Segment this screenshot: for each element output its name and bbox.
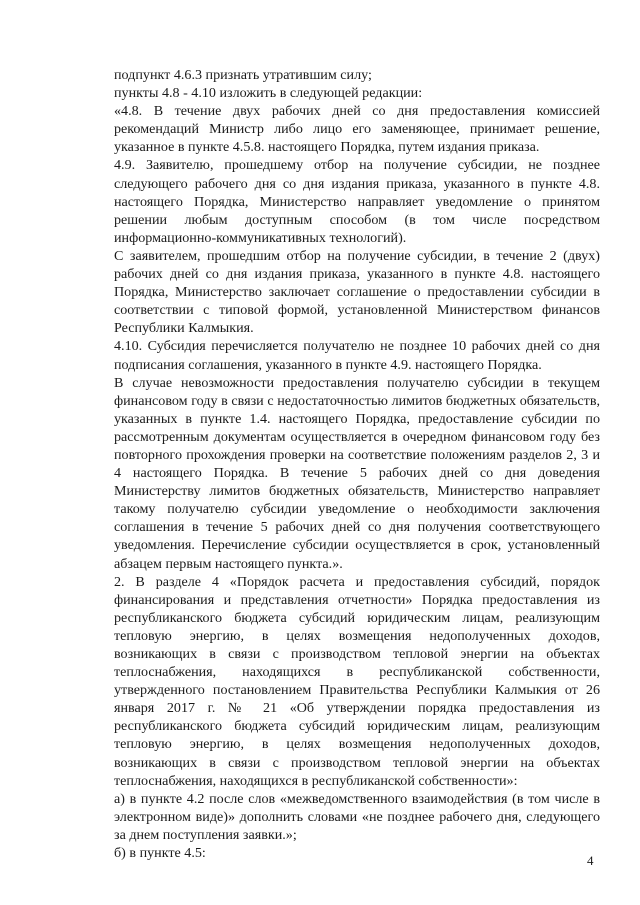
paragraph-4-9: 4.9. Заявителю, прошедшему отбор на получение субсидии, не позднее следующего рабочего дня со дня издания приказа, указанного в пункте 4.8. настоящего Порядка, Министерство направляет уведомление о принятом решении любым доступным способом (в том числе посредством информационно-коммуникативных технологий). bbox=[114, 157, 600, 246]
paragraph-agreement: С заявителем, прошедшим отбор на получение субсидии, в течение 2 (двух) рабочих дней со дня издания приказа, указанного в пункте 4.8. настоящего Порядка, Министерство заключает соглашение о предоставлении субсидии в соответствии с типовой формой, установленной Министерством финансов Республики Калмыкия. bbox=[114, 247, 600, 337]
paragraph-item-b: б) в пункте 4.5: bbox=[114, 845, 206, 862]
paragraph-4-8: «4.8. В течение двух рабочих дней со дня предоставления комиссией рекомендаций Министр либо лицо его заменяющее, принимает решение, указанное в пункте 4.5.8. настоящего Порядка, путем издания приказа. bbox=[114, 103, 600, 156]
paragraph-subclause-4-6-3: подпункт 4.6.3 признать утратившим силу; bbox=[114, 67, 372, 83]
paragraph-impossibility: В случае невозможности предоставления получателю субсидии в текущем финансовом году в связи с недостаточностью лимитов бюджетных обязательств, указанных в пункте 1.4. настоящего Порядка, предоставление субсидии по рассмотренным документам осуществляется в очередном финансовом году без повторного прохождения проверки на соответствие положениям разделов 2, 3 и 4 настоящего Порядка. В течение 5 рабочих дней со дня доведения Министерству лимитов бюджетных обязательств, Министерство направляет такому получателю субсидии уведомление о необходимости заключения соглашения в течение 5 рабочих дней со дня получения соответствующего уведомления. Перечисление субсидии осуществляется в срок, установленный абзацем первым настоящего пункта.». bbox=[114, 374, 600, 572]
paragraph-clauses-4-8-4-10: пункты 4.8 - 4.10 изложить в следующей редакции: bbox=[114, 85, 423, 102]
page-number: 4 bbox=[587, 853, 594, 868]
paragraph-section-4: 2. В разделе 4 «Порядок расчета и предоставления субсидий, порядок финансирования и представления отчетности» Порядка предоставления из республиканского бюджета субсидий юридическим лицам, реализующим тепловую энергию, в целях возмещения недополученных доходов, возникающих в связи с производством тепловой энергии на объектах теплоснабжения, находящихся в республиканской собственности, утвержденного постановлением Правительства Республики Калмыкия от 26 января 2017 г. № 21 «Об утверждении порядка предоставления из республиканского бюджета субсидий юридическим лицам, реализующим тепловую энергию, в целях возмещения недополученных доходов, возникающих в связи с производством тепловой энергии на объектах теплоснабжения, находящихся в республиканской собственности»: bbox=[114, 573, 600, 789]
document-body bbox=[114, 66, 600, 862]
paragraph-4-10: 4.10. Субсидия перечисляется получателю не позднее 10 рабочих дней со дня подписания соглашения, указанного в пункте 4.9. настоящего Порядка. bbox=[114, 338, 600, 373]
paragraph-item-a: а) в пункте 4.2 после слов «межведомственного взаимодействия (в том числе в электронном виде)» дополнить словами «не позднее рабочего дня, следующего за днем поступления заявки.»; bbox=[114, 790, 600, 843]
